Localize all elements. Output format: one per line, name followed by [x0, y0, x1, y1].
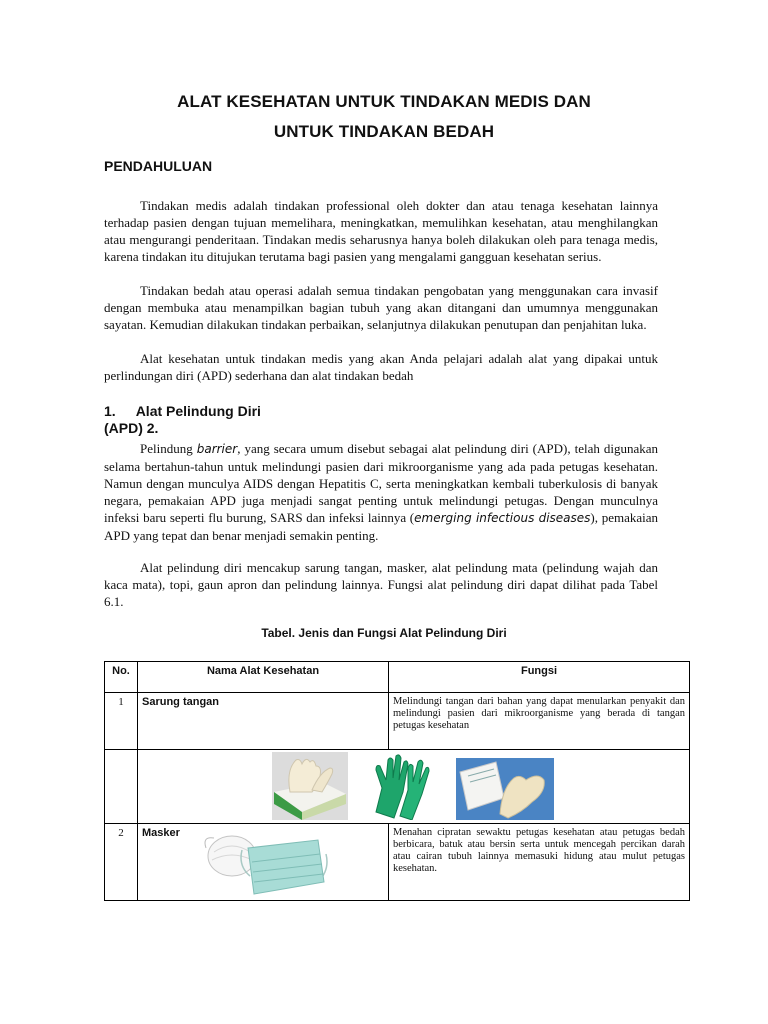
header-function: Fungsi [389, 662, 690, 693]
paragraph-tindakan-medis: Tindakan medis adalah tindakan professional oleh dokter dan atau tenaga kesehatan lainnya terhadap pasien dengan tujuan memelihara, meningkatkan, memulihkan kesehatan, atau menghilangkan atau mengurangi penderitaan. Tindakan medis seharusnya hanya boleh dilakukan oleh para tenaga medis, karena tindakan itu ditujukan terutama bagi pasien yang mengalami gangguan kesehatan serius. [104, 198, 658, 264]
p4-text-c: ), pemakaian APD yang tepat dan benar menjadi semakin penting. [104, 510, 658, 543]
green-rubber-gloves-image [368, 752, 432, 820]
header-no: No. [105, 662, 138, 693]
table-row [105, 693, 690, 750]
section-number: 1. [104, 403, 116, 419]
doc-title-line-1: ALAT KESEHATAN UNTUK TINDAKAN MEDIS DAN [177, 92, 591, 111]
p4-barrier-term: barrier [196, 442, 238, 456]
p4-emerging-term: emerging infectious diseases [414, 511, 591, 525]
table-row [105, 824, 690, 901]
header-name: Nama Alat Kesehatan [138, 662, 389, 693]
doc-title-line-2: UNTUK TINDAKAN BEDAH [273, 122, 495, 141]
row-function: Menahan cipratan sewaktu petugas kesehatan atau petugas bedah berbicara, batuk atau bersin serta untuk mencegah percikan darah atau cairan tubuh lainnya memasuki hidung atau mulut petugas kesehatan. [389, 824, 690, 901]
table-header-row [105, 662, 690, 693]
paragraph-alat-kesehatan: Alat kesehatan untuk tindakan medis yang akan Anda pelajari adalah alat yang dipakai untuk perlindungan diri (APD) sederhana dan alat tindakan bedah [104, 351, 658, 383]
paragraph-pelindung-barrier [104, 440, 658, 544]
green-surgical-mask-image [238, 836, 330, 900]
empty-cell [105, 750, 138, 824]
row-no: 1 [105, 693, 138, 750]
sterile-surgical-gloves-pack-image [456, 758, 554, 820]
row-name: Masker [138, 824, 389, 901]
section-title-continuation: (APD) 2. [104, 420, 159, 436]
paragraph-alat-pelindung: Alat pelindung diri mencakup sarung tangan, masker, alat pelindung mata (pelindung wajah dan kaca mata), topi, gaun apron dan pelindung lainnya. Fungsi alat pelindung diri dapat dilihat pada Tabel 6.1. [104, 560, 658, 609]
p4-text-a: Pelindung [140, 441, 197, 456]
latex-gloves-box-image [272, 752, 348, 820]
row-no: 2 [105, 824, 138, 901]
row-function: Melindungi tangan dari bahan yang dapat menularkan penyakit dan melindungi pasien dari mikroorganisme yang berada di tangan petugas kesehatan [389, 693, 690, 750]
section-title: Alat Pelindung Diri [135, 403, 261, 419]
section-heading-apd [104, 403, 261, 437]
row-name: Sarung tangan [138, 693, 389, 750]
table-caption: Tabel. Jenis dan Fungsi Alat Pelindung Diri [261, 626, 507, 640]
p4-text-b: , yang secara umum disebut sebagai alat pelindung diri (APD), telah digunakan selama bertahun-tahun untuk melindungi pasien dari mikroorganisme yang ada pada petugas kesehatan. Namun dengan munculya AIDS dengan Hepatitis C, serta meningkatkan kembali tuberkulosis di banyak negara, pemakaian APD juga menjadi sangat penting untuk melindungi petugas. Dengan munculnya infeksi baru seperti flu burung, SARS dan infeksi lainnya ( [104, 441, 658, 525]
paragraph-tindakan-bedah: Tindakan bedah atau operasi adalah semua tindakan pengobatan yang menggunakan cara invasif dengan membuka atau menampilkan bagian tubuh yang akan ditangani dan umumnya menggunakan sayatan. Kemudian dilakukan tindakan perbaikan, selanjutnya dilakukan penutupan dan penjahitan luka. [104, 283, 658, 332]
section-heading-intro: PENDAHULUAN [104, 158, 213, 174]
